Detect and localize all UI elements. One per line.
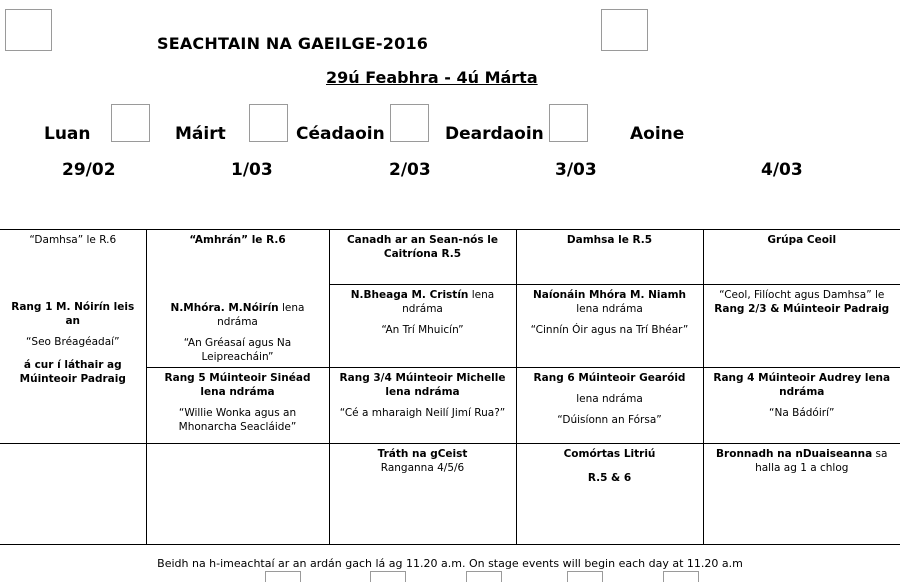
cell-ceadaoin-1 bbox=[329, 230, 516, 285]
cell-text: Rang 2/3 & Múinteoir Padraig bbox=[714, 302, 890, 315]
cell-deardaoin-2 bbox=[516, 284, 703, 367]
cell-mairt-1 bbox=[146, 230, 329, 368]
cell-text: “An Gréasaí agus Na Leipreacháin” bbox=[183, 337, 292, 363]
cell-luan-4 bbox=[0, 444, 146, 545]
cell-mairt-4 bbox=[146, 444, 329, 545]
date-range: 29ú Feabhra - 4ú Márta bbox=[326, 68, 538, 87]
placeholder-box bbox=[466, 571, 502, 582]
cell-text: Tráth na gCeist bbox=[377, 448, 468, 460]
cell-deardaoin-4 bbox=[516, 444, 703, 545]
cell-deardaoin-3 bbox=[516, 368, 703, 444]
cell-text: Rang 1 M. Nóirín leis an bbox=[11, 301, 135, 327]
day-date: 1/03 bbox=[231, 160, 273, 180]
cell-text: á cur í láthair ag bbox=[23, 359, 122, 371]
cell-text: lena ndráma bbox=[576, 302, 643, 315]
cell-text: Rang 5 Múinteoir Sinéad lena ndráma bbox=[164, 372, 311, 398]
cell-text: Canadh ar an Sean-nós le Caitríona R.5 bbox=[346, 234, 499, 260]
cell-text: sa halla ag 1 a chlog bbox=[755, 448, 888, 474]
day-date: 2/03 bbox=[389, 160, 431, 180]
placeholder-box bbox=[5, 9, 52, 51]
placeholder-box bbox=[390, 104, 429, 142]
day-name: Aoine bbox=[630, 124, 685, 144]
day-date: 4/03 bbox=[761, 160, 803, 180]
cell-aoine-3 bbox=[703, 368, 900, 444]
cell-aoine-1 bbox=[703, 230, 900, 285]
cell-ceadaoin-4 bbox=[329, 444, 516, 545]
cell-ceadaoin-2 bbox=[329, 284, 516, 367]
cell-text: Grúpa Ceoil bbox=[767, 234, 837, 246]
cell-text: lena ndráma bbox=[576, 393, 643, 405]
cell-text: Naíonáin Mhóra M. Niamh bbox=[532, 288, 686, 301]
footer-note: Beidh na h-imeachtaí ar an ardán gach lá ag 11.20 a.m. On stage events will begin each day at 11.20 a.m bbox=[157, 557, 743, 570]
day-date: 29/02 bbox=[62, 160, 116, 180]
day-name: Máirt bbox=[175, 124, 226, 144]
cell-text: Bronnadh na nDuaiseanna bbox=[716, 448, 873, 460]
day-name: Céadaoin bbox=[296, 124, 385, 144]
cell-text: R.5 & 6 bbox=[587, 472, 632, 484]
cell-text: N.Mhóra. M.Nóirín bbox=[170, 302, 279, 314]
cell-text: “Cinnín Óir agus na Trí Bhéar” bbox=[530, 323, 689, 336]
cell-mairt-3 bbox=[146, 368, 329, 444]
cell-text: Rang 6 Múinteoir Gearóid bbox=[533, 372, 686, 384]
placeholder-box bbox=[265, 571, 301, 582]
cell-text: lena ndráma bbox=[402, 288, 495, 315]
cell-text: “Damhsa” le R.6 bbox=[29, 234, 117, 246]
cell-text: “Dúisíonn an Fórsa” bbox=[557, 414, 662, 426]
cell-luan bbox=[0, 230, 146, 444]
cell-text: “An Trí Mhuicín” bbox=[381, 323, 464, 336]
cell-text: Ranganna 4/5/6 bbox=[380, 462, 465, 474]
cell-text: lena ndráma bbox=[217, 302, 305, 328]
cell-aoine-2 bbox=[703, 284, 900, 367]
placeholder-box bbox=[601, 9, 648, 51]
cell-text: “Seo Bréagéadaí” bbox=[25, 336, 120, 348]
cell-text: “Amhrán” le R.6 bbox=[189, 234, 286, 246]
placeholder-box bbox=[549, 104, 588, 142]
schedule-table bbox=[0, 229, 900, 545]
placeholder-box bbox=[370, 571, 406, 582]
cell-deardaoin-1 bbox=[516, 230, 703, 285]
cell-aoine-4 bbox=[703, 444, 900, 545]
cell-text: N.Bheaga M. Cristín bbox=[350, 288, 469, 301]
day-name: Luan bbox=[44, 124, 91, 144]
cell-text: Rang 4 Múinteoir Audrey lena ndráma bbox=[713, 372, 891, 398]
cell-text: “Na Bádóirí” bbox=[769, 407, 835, 419]
cell-text: “Willie Wonka agus an Mhonarcha Seacláide” bbox=[178, 407, 297, 433]
placeholder-box bbox=[663, 571, 699, 582]
day-name: Deardaoin bbox=[445, 124, 544, 144]
page-title: SEACHTAIN NA GAEILGE-2016 bbox=[157, 34, 429, 53]
placeholder-box bbox=[249, 104, 288, 142]
cell-text: Comórtas Litriú bbox=[563, 448, 656, 460]
cell-text: Damhsa le R.5 bbox=[566, 234, 653, 246]
cell-text: Rang 3/4 Múinteoir Michelle lena ndráma bbox=[339, 372, 506, 398]
placeholder-box bbox=[567, 571, 603, 582]
day-date: 3/03 bbox=[555, 160, 597, 180]
cell-text: “Cé a mharaigh Neilí Jimí Rua?” bbox=[339, 407, 506, 419]
cell-ceadaoin-3 bbox=[329, 368, 516, 444]
placeholder-box bbox=[111, 104, 150, 142]
cell-text: Múinteoir Padraig bbox=[19, 373, 126, 385]
cell-text: “Ceol, Filíocht agus Damhsa” le bbox=[719, 288, 885, 301]
